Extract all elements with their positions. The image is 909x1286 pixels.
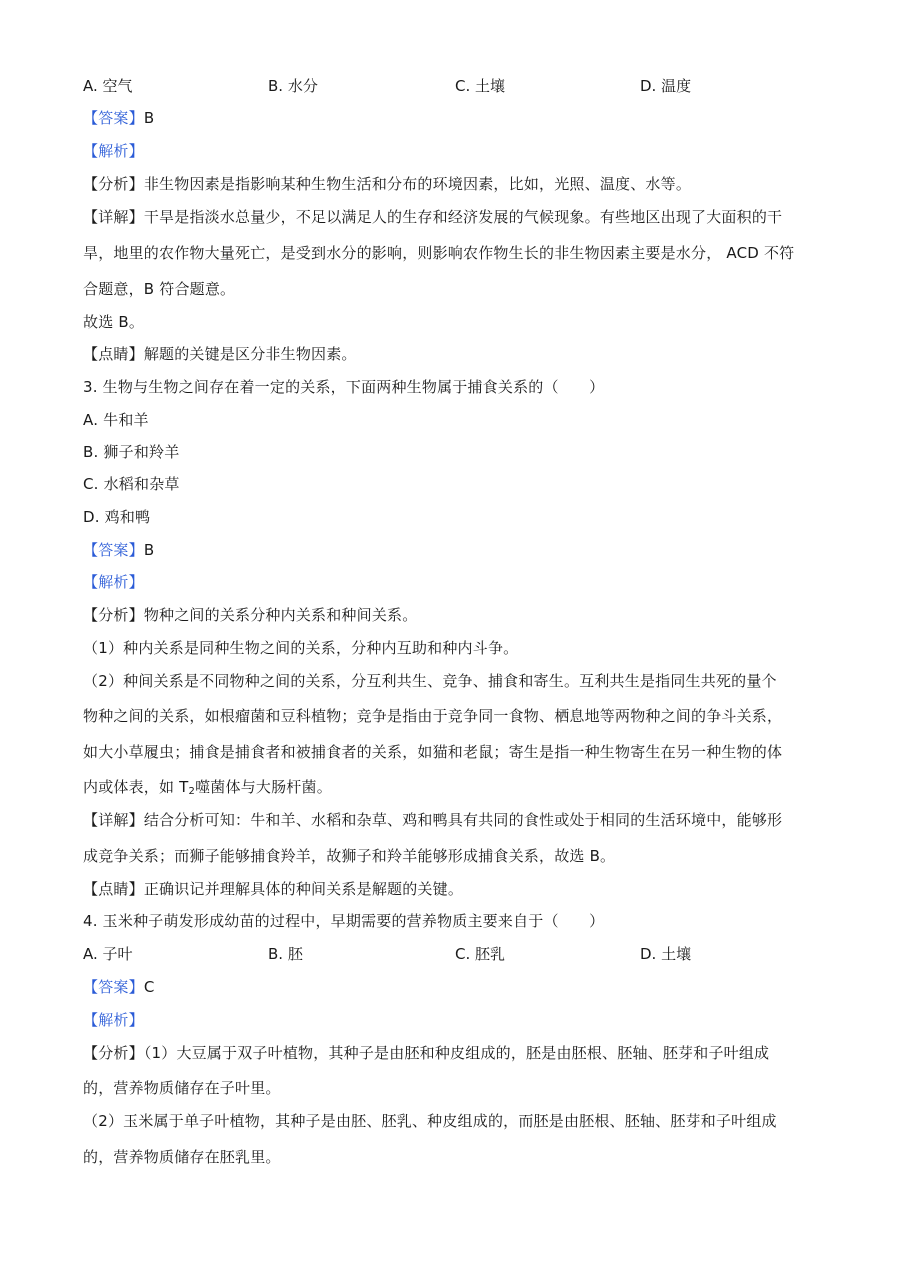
q3-answer bbox=[83, 540, 828, 560]
q3-xiangjie-line-1 bbox=[83, 810, 828, 830]
q2-xiangjie-line-2: 旱，地里的农作物大量死亡，是受到水分的影响，则影响农作物生长的非生物因素主要是水分， ACD 不符 bbox=[83, 244, 795, 262]
q3-dianjing bbox=[83, 879, 828, 899]
answer-value: B bbox=[143, 541, 155, 559]
q3-xiangjie-line-2: 成竞争关系；而狮子能够捕食羚羊，故狮子和羚羊能够形成捕食关系，故选 B。 bbox=[83, 847, 616, 865]
xiangjie-text: 结合分析可知：牛和羊、水稻和杂草、鸡和鸭具有共同的食性或处于相同的生活环境中，能够形 bbox=[143, 811, 783, 829]
xiangjie-text: 干旱是指淡水总量少，不足以满足人的生存和经济发展的气候现象。有些地区出现了大面积的干 bbox=[143, 208, 783, 226]
q4-paragraph-2-line-1: （2）玉米属于单子叶植物，其种子是由胚、胚乳、种皮组成的，而胚是由胚根、胚轴、胚芽和子叶组成 bbox=[83, 1112, 777, 1130]
q2-xiangjie-line-3: 合题意，B 符合题意。 bbox=[83, 280, 236, 298]
q3-option-d: D. 鸡和鸭 bbox=[83, 508, 151, 526]
dianjing-tag: 【点睛】 bbox=[83, 880, 144, 898]
q3-p2-line4-text-b: 噬菌体与大肠杆菌。 bbox=[195, 778, 332, 796]
q4-analysis-heading bbox=[83, 1010, 828, 1030]
q4-option-a: A. 子叶 bbox=[83, 945, 133, 963]
q4-fenxi-line-1 bbox=[83, 1043, 828, 1063]
xiangjie-tag: 【详解】 bbox=[83, 811, 144, 829]
q4-fenxi-line-2: 的，营养物质储存在子叶里。 bbox=[83, 1079, 281, 1097]
analysis-tag: 【解析】 bbox=[83, 142, 144, 160]
q4-stem: 4. 玉米种子萌发形成幼苗的过程中，早期需要的营养物质主要来自于（ ） bbox=[83, 912, 605, 930]
fenxi-tag: 【分析】 bbox=[83, 175, 144, 193]
q4-option-d: D. 土壤 bbox=[640, 945, 692, 963]
q4-paragraph-2-line-2: 的，营养物质储存在胚乳里。 bbox=[83, 1148, 281, 1166]
q2-dianjing bbox=[83, 344, 828, 364]
q3-p2-subscript: 2 bbox=[188, 786, 196, 797]
dianjing-text: 解题的关键是区分非生物因素。 bbox=[143, 345, 357, 363]
q2-fenxi bbox=[83, 174, 828, 194]
fenxi-tag: 【分析】 bbox=[83, 606, 144, 624]
answer-tag: 【答案】 bbox=[83, 109, 144, 127]
q3-analysis-heading bbox=[83, 572, 828, 592]
analysis-tag: 【解析】 bbox=[83, 573, 144, 591]
fenxi-text: （1）大豆属于双子叶植物，其种子是由胚和种皮组成的，胚是由胚根、胚轴、胚芽和子叶组成 bbox=[143, 1044, 770, 1062]
fenxi-tag: 【分析】 bbox=[83, 1044, 144, 1062]
q3-paragraph-2-line-1: （2）种间关系是不同物种之间的关系，分互利共生、竞争、捕食和寄生。互利共生是指同生共死的量个 bbox=[83, 672, 777, 690]
answer-value: C bbox=[143, 978, 155, 996]
q3-fenxi bbox=[83, 605, 828, 625]
q2-option-d: D. 温度 bbox=[640, 77, 692, 95]
answer-tag: 【答案】 bbox=[83, 541, 144, 559]
q3-paragraph-2-line-3: 如大小草履虫；捕食是捕食者和被捕食者的关系，如猫和老鼠；寄生是指一种生物寄生在另一种生物的体 bbox=[83, 743, 783, 761]
q4-answer bbox=[83, 977, 828, 997]
q2-answer bbox=[83, 108, 828, 128]
dianjing-tag: 【点睛】 bbox=[83, 345, 144, 363]
dianjing-text: 正确识记并理解具体的种间关系是解题的关键。 bbox=[143, 880, 464, 898]
q3-option-b: B. 狮子和羚羊 bbox=[83, 443, 180, 461]
xiangjie-tag: 【详解】 bbox=[83, 208, 144, 226]
q3-p2-line4-text-a: 内或体表，如 T bbox=[83, 778, 189, 796]
q4-option-c: C. 胚乳 bbox=[455, 945, 506, 963]
q2-option-b: B. 水分 bbox=[268, 77, 318, 95]
answer-value: B bbox=[143, 109, 155, 127]
q3-option-c: C. 水稻和杂草 bbox=[83, 475, 180, 493]
q2-xiangjie-line-1 bbox=[83, 207, 828, 227]
q2-conclusion: 故选 B。 bbox=[83, 313, 145, 331]
q2-option-c: C. 土壤 bbox=[455, 77, 506, 95]
fenxi-text: 非生物因素是指影响某种生物生活和分布的环境因素，比如，光照、温度、水等。 bbox=[143, 175, 692, 193]
q3-paragraph-1: （1）种内关系是同种生物之间的关系，分种内互助和种内斗争。 bbox=[83, 639, 519, 657]
q2-analysis-heading bbox=[83, 141, 828, 161]
q4-option-b: B. 胚 bbox=[268, 945, 303, 963]
fenxi-text: 物种之间的关系分种内关系和种间关系。 bbox=[143, 606, 418, 624]
answer-tag: 【答案】 bbox=[83, 978, 144, 996]
q3-option-a: A. 牛和羊 bbox=[83, 411, 149, 429]
q3-paragraph-2-line-4 bbox=[83, 777, 828, 797]
analysis-tag: 【解析】 bbox=[83, 1011, 144, 1029]
q3-stem: 3. 生物与生物之间存在着一定的关系，下面两种生物属于捕食关系的（ ） bbox=[83, 378, 605, 396]
q3-paragraph-2-line-2: 物种之间的关系，如根瘤菌和豆科植物；竞争是指由于竞争同一食物、栖息地等两物种之间的争斗关系， bbox=[83, 707, 783, 725]
q2-option-a: A. 空气 bbox=[83, 77, 133, 95]
